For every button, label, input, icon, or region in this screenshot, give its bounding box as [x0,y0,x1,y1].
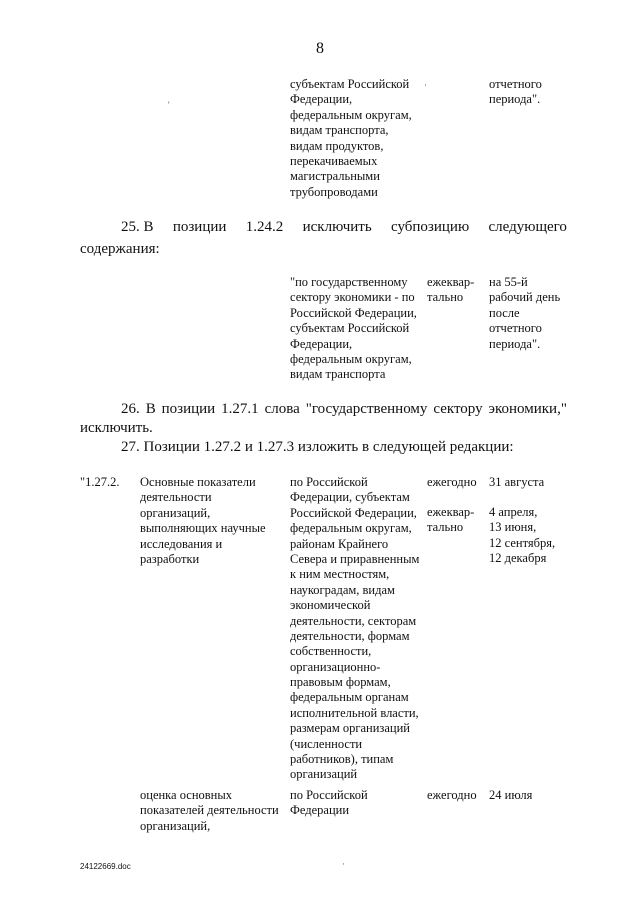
paragraph-26-line-1 [121,400,567,418]
frequency-estimate: ежегодно [427,788,477,802]
cell-line: выполняющих научные [140,521,266,536]
cell-line: организаций [290,767,358,782]
cell-line: Федерации, [290,92,353,107]
cell-line: Российской Федерации, [290,305,417,320]
cell-line: Российской Федерации, [290,505,417,520]
cell-line: периода". [489,336,541,351]
scope-cell [290,475,419,783]
paragraph-25-line-1 [121,218,567,236]
word: позиции [161,401,216,417]
cell-line: исследования и [140,536,223,551]
footer-mark: · [342,859,345,869]
cell-line: периода". [489,92,541,107]
cell-line: 12 декабря [489,551,547,566]
cell-line: 13 июня, [489,520,537,535]
cell-line: видам продуктов, [290,138,384,153]
cell-line: размерам организаций [290,721,410,736]
cell-line: федеральным округам, [290,521,412,536]
cell-line: Федерации [290,803,350,818]
cell-line: деятельности, формам [290,628,410,643]
cell-line: трубопроводами [290,184,378,199]
scope-estimate-cell [290,788,368,819]
paragraph-26-line-2: исключить. [80,420,153,436]
indicator-estimate-cell [140,788,279,834]
deadline-annual: 31 августа [489,475,545,489]
word: 1.24.2 [245,219,284,235]
word: следующего [488,219,567,235]
cell-line: федеральным округам, [290,351,412,366]
top-table-deadline-cell [489,77,542,108]
cell-line: оценка основных [140,788,233,802]
cell-line: Федерации, субъектам [290,490,410,505]
word: слова [264,401,300,417]
cell-line: ежеквар- [427,505,475,519]
cell-line: районам Крайнего [290,536,389,551]
word: 25. В [121,219,154,235]
word: "государственному [305,401,428,417]
word: субпозицию [391,219,470,235]
deadline-estimate: 24 июля [489,788,533,802]
word: экономики," [488,401,567,417]
stray-mark: ' [168,100,170,110]
cell-line: Севера и приравненным [290,551,420,566]
cell-line: (численности [290,736,363,751]
word: исключить [302,219,372,235]
cell-line: тально [427,520,464,535]
cell-line: перекачиваемых [290,153,378,168]
table-25-frequency-cell [427,275,474,306]
cell-line: экономической [290,598,371,613]
stray-mark: · [424,80,427,90]
cell-line: к ним местностям, [290,567,390,582]
cell-line: по Российской [290,475,368,489]
cell-line: отчетного [489,321,542,336]
word: В [145,401,156,417]
cell-line: субъектам Российской [290,321,410,336]
cell-line: рабочий день [489,290,561,305]
word: позиции [172,219,227,235]
cell-line: показателей деятельности [140,803,279,818]
paragraph-27: 27. Позиции 1.27.2 и 1.27.3 изложить в следующей редакции: [121,439,514,455]
cell-line: организаций, [140,818,211,833]
cell-line: разработки [140,551,200,566]
cell-line: организационно- [290,659,381,674]
cell-line: магистральными [290,169,380,184]
footer-filename: 24122669.doc [80,862,131,871]
cell-line: Основные показатели [140,475,256,489]
cell-line: наукоградам, видам [290,582,395,597]
cell-line: видам транспорта [290,367,386,382]
cell-line: по Российской [290,788,368,802]
cell-line: правовым формам, [290,675,391,690]
indicator-name-cell [140,475,266,567]
word: 26. [121,401,140,417]
cell-line: отчетного [489,77,542,91]
cell-line: видам транспорта, [290,123,389,138]
cell-line: на 55-й [489,275,528,289]
frequency-quarterly-cell [427,505,474,536]
cell-line: федеральным органам [290,690,409,705]
table-25-deadline-cell [489,275,560,352]
frequency-annual: ежегодно [427,475,477,489]
cell-line: после [489,305,520,320]
page-number: 8 [316,40,324,57]
cell-line: сектору экономики - по [290,290,415,305]
cell-line: субъектам Российской [290,77,410,91]
cell-line: ежеквар- [427,275,475,289]
deadline-quarterly-cell [489,505,555,567]
table-25-scope-cell [290,275,417,383]
cell-line: деятельности [140,490,212,505]
paragraph-25-line-2: содержания: [80,241,160,257]
word: сектору [433,401,483,417]
top-table-scope-cell [290,77,412,200]
cell-line: федеральным округам, [290,107,412,122]
position-number: "1.27.2. [80,475,120,489]
cell-line: исполнительной власти, [290,705,419,720]
cell-line: Федерации, [290,336,353,351]
cell-line: 12 сентября, [489,535,556,550]
cell-line: тально [427,290,464,305]
cell-line: деятельности, секторам [290,613,417,628]
cell-line: "по государственному [290,275,408,289]
cell-line: организаций, [140,505,211,520]
cell-line: работников), типам [290,752,394,767]
cell-line: собственности, [290,644,372,659]
cell-line: 4 апреля, [489,505,538,519]
word: 1.27.1 [221,401,259,417]
